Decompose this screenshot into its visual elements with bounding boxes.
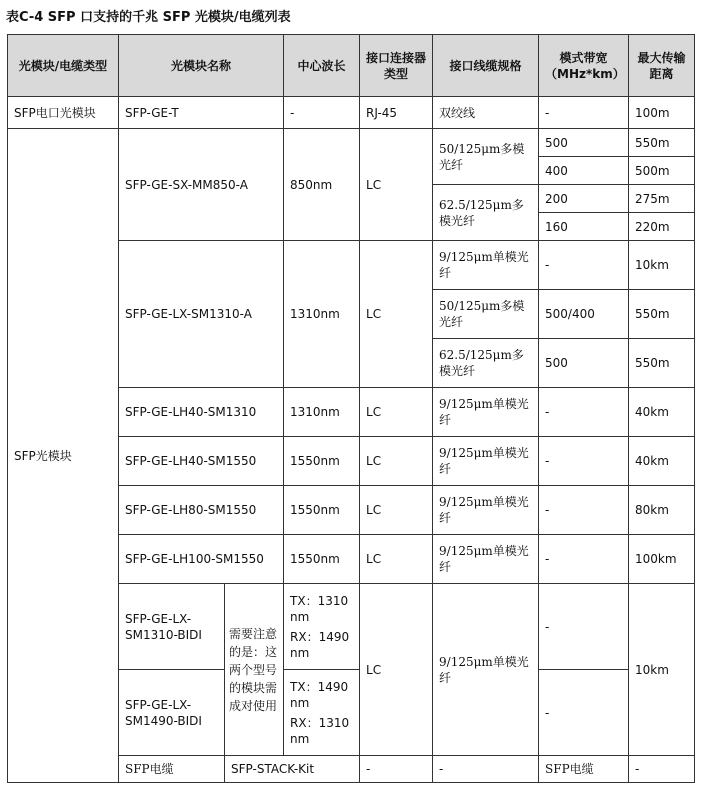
- cable-spec: 50/125μm多模光纤: [433, 290, 539, 339]
- distance: 40km: [629, 388, 695, 437]
- cable-spec: 9/125μm单模光纤: [433, 486, 539, 535]
- bandwidth: 200: [539, 185, 629, 213]
- wavelength: 1550nm: [284, 535, 360, 584]
- group-cable: SFP电缆: [119, 756, 225, 783]
- module-name: SFP-GE-SX-MM850-A: [119, 129, 284, 241]
- module-name: SFP-GE-LH40-SM1550: [119, 437, 284, 486]
- bandwidth: -: [629, 756, 695, 783]
- wavelength-tx: TX：1490 nm: [290, 679, 349, 710]
- bandwidth: 160: [539, 213, 629, 241]
- bandwidth: -: [539, 486, 629, 535]
- group-electrical: SFP电口光模块: [8, 97, 119, 129]
- connector: LC: [360, 486, 433, 535]
- bandwidth: -: [539, 535, 629, 584]
- cable-spec: 9/125μm单模光纤: [433, 388, 539, 437]
- header-cable: 接口线缆规格: [433, 35, 539, 97]
- module-name: SFP-GE-LX-SM1310-BIDI: [119, 584, 225, 670]
- cable-spec: 62.5/125μm多模光纤: [433, 185, 539, 241]
- wavelength: -: [284, 97, 360, 129]
- bandwidth: -: [539, 437, 629, 486]
- wavelength: 1550nm: [284, 437, 360, 486]
- module-name: SFP-GE-LH100-SM1550: [119, 535, 284, 584]
- module-name: SFP-GE-LH80-SM1550: [119, 486, 284, 535]
- header-connector: 接口连接器类型: [360, 35, 433, 97]
- distance: 40km: [629, 437, 695, 486]
- module-name: SFP-GE-LH40-SM1310: [119, 388, 284, 437]
- wavelength: 1550nm: [284, 486, 360, 535]
- connector: LC: [360, 129, 433, 241]
- module-name: SFP-GE-LX-SM1310-A: [119, 241, 284, 388]
- wavelength-rx: RX：1490 nm: [290, 629, 350, 660]
- bandwidth: 500/400: [539, 290, 629, 339]
- bandwidth: -: [539, 670, 629, 756]
- table-caption: 表C-4 SFP 口支持的千兆 SFP 光模块/电缆列表: [6, 10, 291, 25]
- cable-spec: 62.5/125μm多模光纤: [433, 339, 539, 388]
- wavelength: [284, 670, 360, 756]
- distance: 550m: [629, 290, 695, 339]
- bandwidth: 400: [539, 157, 629, 185]
- distance: 10km: [629, 584, 695, 756]
- distance: 500m: [629, 157, 695, 185]
- header-row: [8, 35, 695, 97]
- cable-spec: 50/125μm多模光纤: [433, 129, 539, 185]
- distance: 100km: [629, 535, 695, 584]
- bandwidth: -: [539, 97, 629, 129]
- wavelength: 1310nm: [284, 241, 360, 388]
- distance: 275m: [629, 185, 695, 213]
- pairing-note: 需要注意的是：这两个型号的模块需成对使用: [225, 584, 284, 756]
- wavelength-rx: RX：1310 nm: [290, 715, 350, 746]
- wavelength: 1310nm: [284, 388, 360, 437]
- distance: 100m: [629, 97, 695, 129]
- bandwidth: 500: [539, 339, 629, 388]
- distance: 550m: [629, 339, 695, 388]
- wavelength-tx: TX：1310 nm: [290, 593, 349, 624]
- bandwidth: -: [539, 584, 629, 670]
- connector: -: [433, 756, 539, 783]
- module-name: SFP-GE-T: [119, 97, 284, 129]
- connector: RJ-45: [360, 97, 433, 129]
- cable-spec: 9/125μm单模光纤: [433, 241, 539, 290]
- cable-spec: SFP电缆: [539, 756, 629, 783]
- table-row: [8, 97, 695, 129]
- bandwidth: -: [539, 388, 629, 437]
- bandwidth: 500: [539, 129, 629, 157]
- header-name: 光模块名称: [119, 35, 284, 97]
- distance: 10km: [629, 241, 695, 290]
- header-distance: 最大传输距离: [629, 35, 695, 97]
- distance: 550m: [629, 129, 695, 157]
- table-row: [8, 129, 695, 157]
- connector: LC: [360, 241, 433, 388]
- connector: LC: [360, 437, 433, 486]
- wavelength: -: [360, 756, 433, 783]
- connector: LC: [360, 584, 433, 756]
- distance: 80km: [629, 486, 695, 535]
- sfp-module-table: [7, 34, 695, 783]
- header-type: 光模块/电缆类型: [8, 35, 119, 97]
- connector: LC: [360, 388, 433, 437]
- bandwidth: -: [539, 241, 629, 290]
- header-bandwidth: 模式带宽（MHz*km）: [539, 35, 629, 97]
- distance: 220m: [629, 213, 695, 241]
- header-wavelength: 中心波长: [284, 35, 360, 97]
- cable-spec: 9/125μm单模光纤: [433, 437, 539, 486]
- wavelength: [284, 584, 360, 670]
- cable-spec: 9/125μm单模光纤: [433, 535, 539, 584]
- group-optical: SFP光模块: [8, 129, 119, 783]
- wavelength: 850nm: [284, 129, 360, 241]
- connector: LC: [360, 535, 433, 584]
- cable-spec: 9/125μm单模光纤: [433, 584, 539, 756]
- cable-spec: 双绞线: [433, 97, 539, 129]
- module-name: SFP-GE-LX-SM1490-BIDI: [119, 670, 225, 756]
- module-name: SFP-STACK-Kit: [225, 756, 360, 783]
